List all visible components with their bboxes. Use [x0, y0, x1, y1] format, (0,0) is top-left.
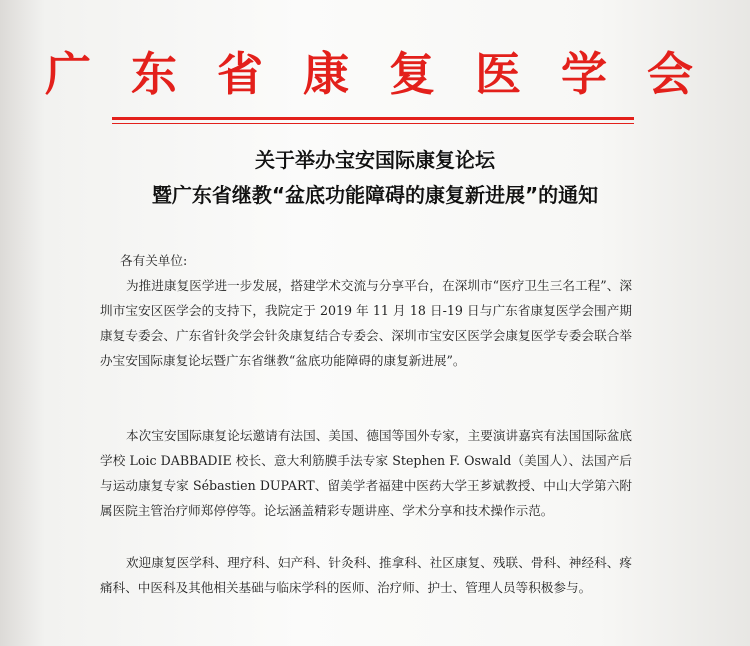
- letterhead-rule-thick: [112, 117, 634, 120]
- notice-title-line2: 暨广东省继教“盆底功能障碍的康复新进展”的通知: [151, 183, 599, 207]
- body-paragraph-2: 本次宝安国际康复论坛邀请有法国、美国、德国等国外专家，主要演讲嘉宾有法国国际盆底学校 Loic DABBADIE 校长、意大利筋膜手法专家 Stephen F. Oswald（美国人）、法国产后与运动康复专家 Sébastien DUPART、留美学者福建中医药大学王芗斌教授、中山大学第六附属医院主管治疗师郑停停等。论坛涵盖精彩专题讲座、学术分享和技术操作示范。: [100, 428, 632, 518]
- body-paragraph-3: 欢迎康复医学科、理疗科、妇产科、针灸科、推拿科、社区康复、残联、骨科、神经科、疼痛科、中医科及其他相关基础与临床学科的医师、治疗师、护士、管理人员等积极参与。: [100, 555, 632, 595]
- notice-title-line1: 关于举办宝安国际康复论坛: [255, 148, 495, 172]
- body-paragraph-1: 为推进康复医学进一步发展，搭建学术交流与分享平台，在深圳市“医疗卫生三名工程”、深圳市宝安区医学会的支持下，我院定于 2019 年 11 月 18 日-19 日与广东省康复医学会围产期康复专委会、广东省针灸学会针灸康复结合专委会、深圳市宝安区医学会康复医学专委会联合举办宝安国际康复论坛暨广东省继教“盆底功能障碍的康复新进展”。: [100, 278, 632, 368]
- letterhead-rule-thin: [112, 123, 634, 124]
- letterhead-organization: 广 东 省 康 复 医 学 会: [44, 47, 706, 101]
- salutation: 各有关单位:: [120, 253, 188, 268]
